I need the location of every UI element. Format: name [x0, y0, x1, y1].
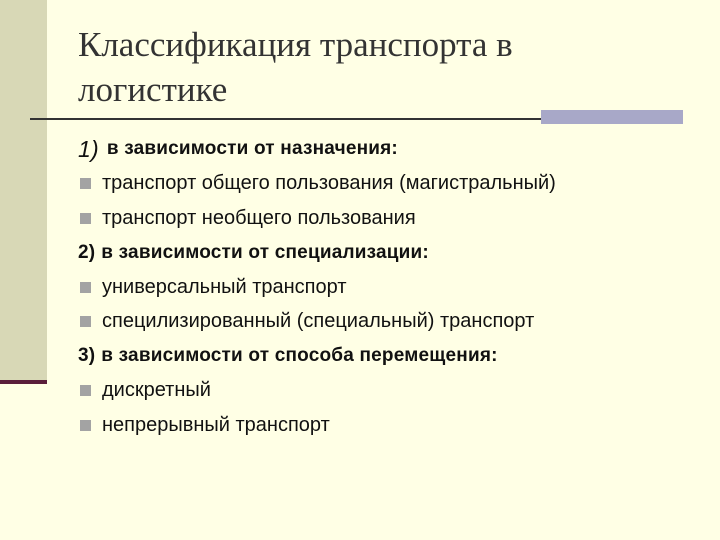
- list-item: [78, 201, 698, 236]
- square-bullet-icon: [80, 282, 91, 293]
- section-heading-2: [78, 236, 698, 271]
- list-item-text: транспорт общего пользования (магистральный): [102, 172, 556, 195]
- square-bullet-icon: [80, 385, 91, 396]
- list-item-text: дискретный: [102, 379, 211, 402]
- section-heading-3: [78, 339, 698, 374]
- section-heading-text: в зависимости от специализации:: [101, 241, 429, 263]
- list-item: [78, 270, 698, 305]
- square-bullet-icon: [80, 178, 91, 189]
- section-heading-text: в зависимости от назначения:: [106, 138, 398, 160]
- list-item-text: непрерывный транспорт: [102, 413, 330, 436]
- list-item: [78, 374, 698, 409]
- section-number: 1): [78, 135, 99, 162]
- list-item-text: специлизированный (специальный) транспорт: [102, 310, 535, 333]
- section-number: 3): [78, 345, 96, 367]
- slide-content: [78, 132, 698, 443]
- list-item: [78, 167, 698, 202]
- list-item-text: транспорт необщего пользования: [102, 206, 416, 229]
- section-number: 2): [78, 241, 96, 263]
- square-bullet-icon: [80, 420, 91, 431]
- square-bullet-icon: [80, 213, 91, 224]
- slide-title: Классификация транспорта в логистике: [78, 25, 513, 109]
- left-band-accent-line: [0, 380, 47, 384]
- square-bullet-icon: [80, 316, 91, 327]
- section-heading-text: в зависимости от способа перемещения:: [101, 345, 498, 367]
- list-item: [78, 305, 698, 340]
- list-item: [78, 408, 698, 443]
- list-item-text: универсальный транспорт: [102, 275, 347, 298]
- title-divider-accent: [541, 110, 683, 124]
- left-decorative-band: [0, 0, 47, 380]
- section-heading-1: [78, 132, 698, 167]
